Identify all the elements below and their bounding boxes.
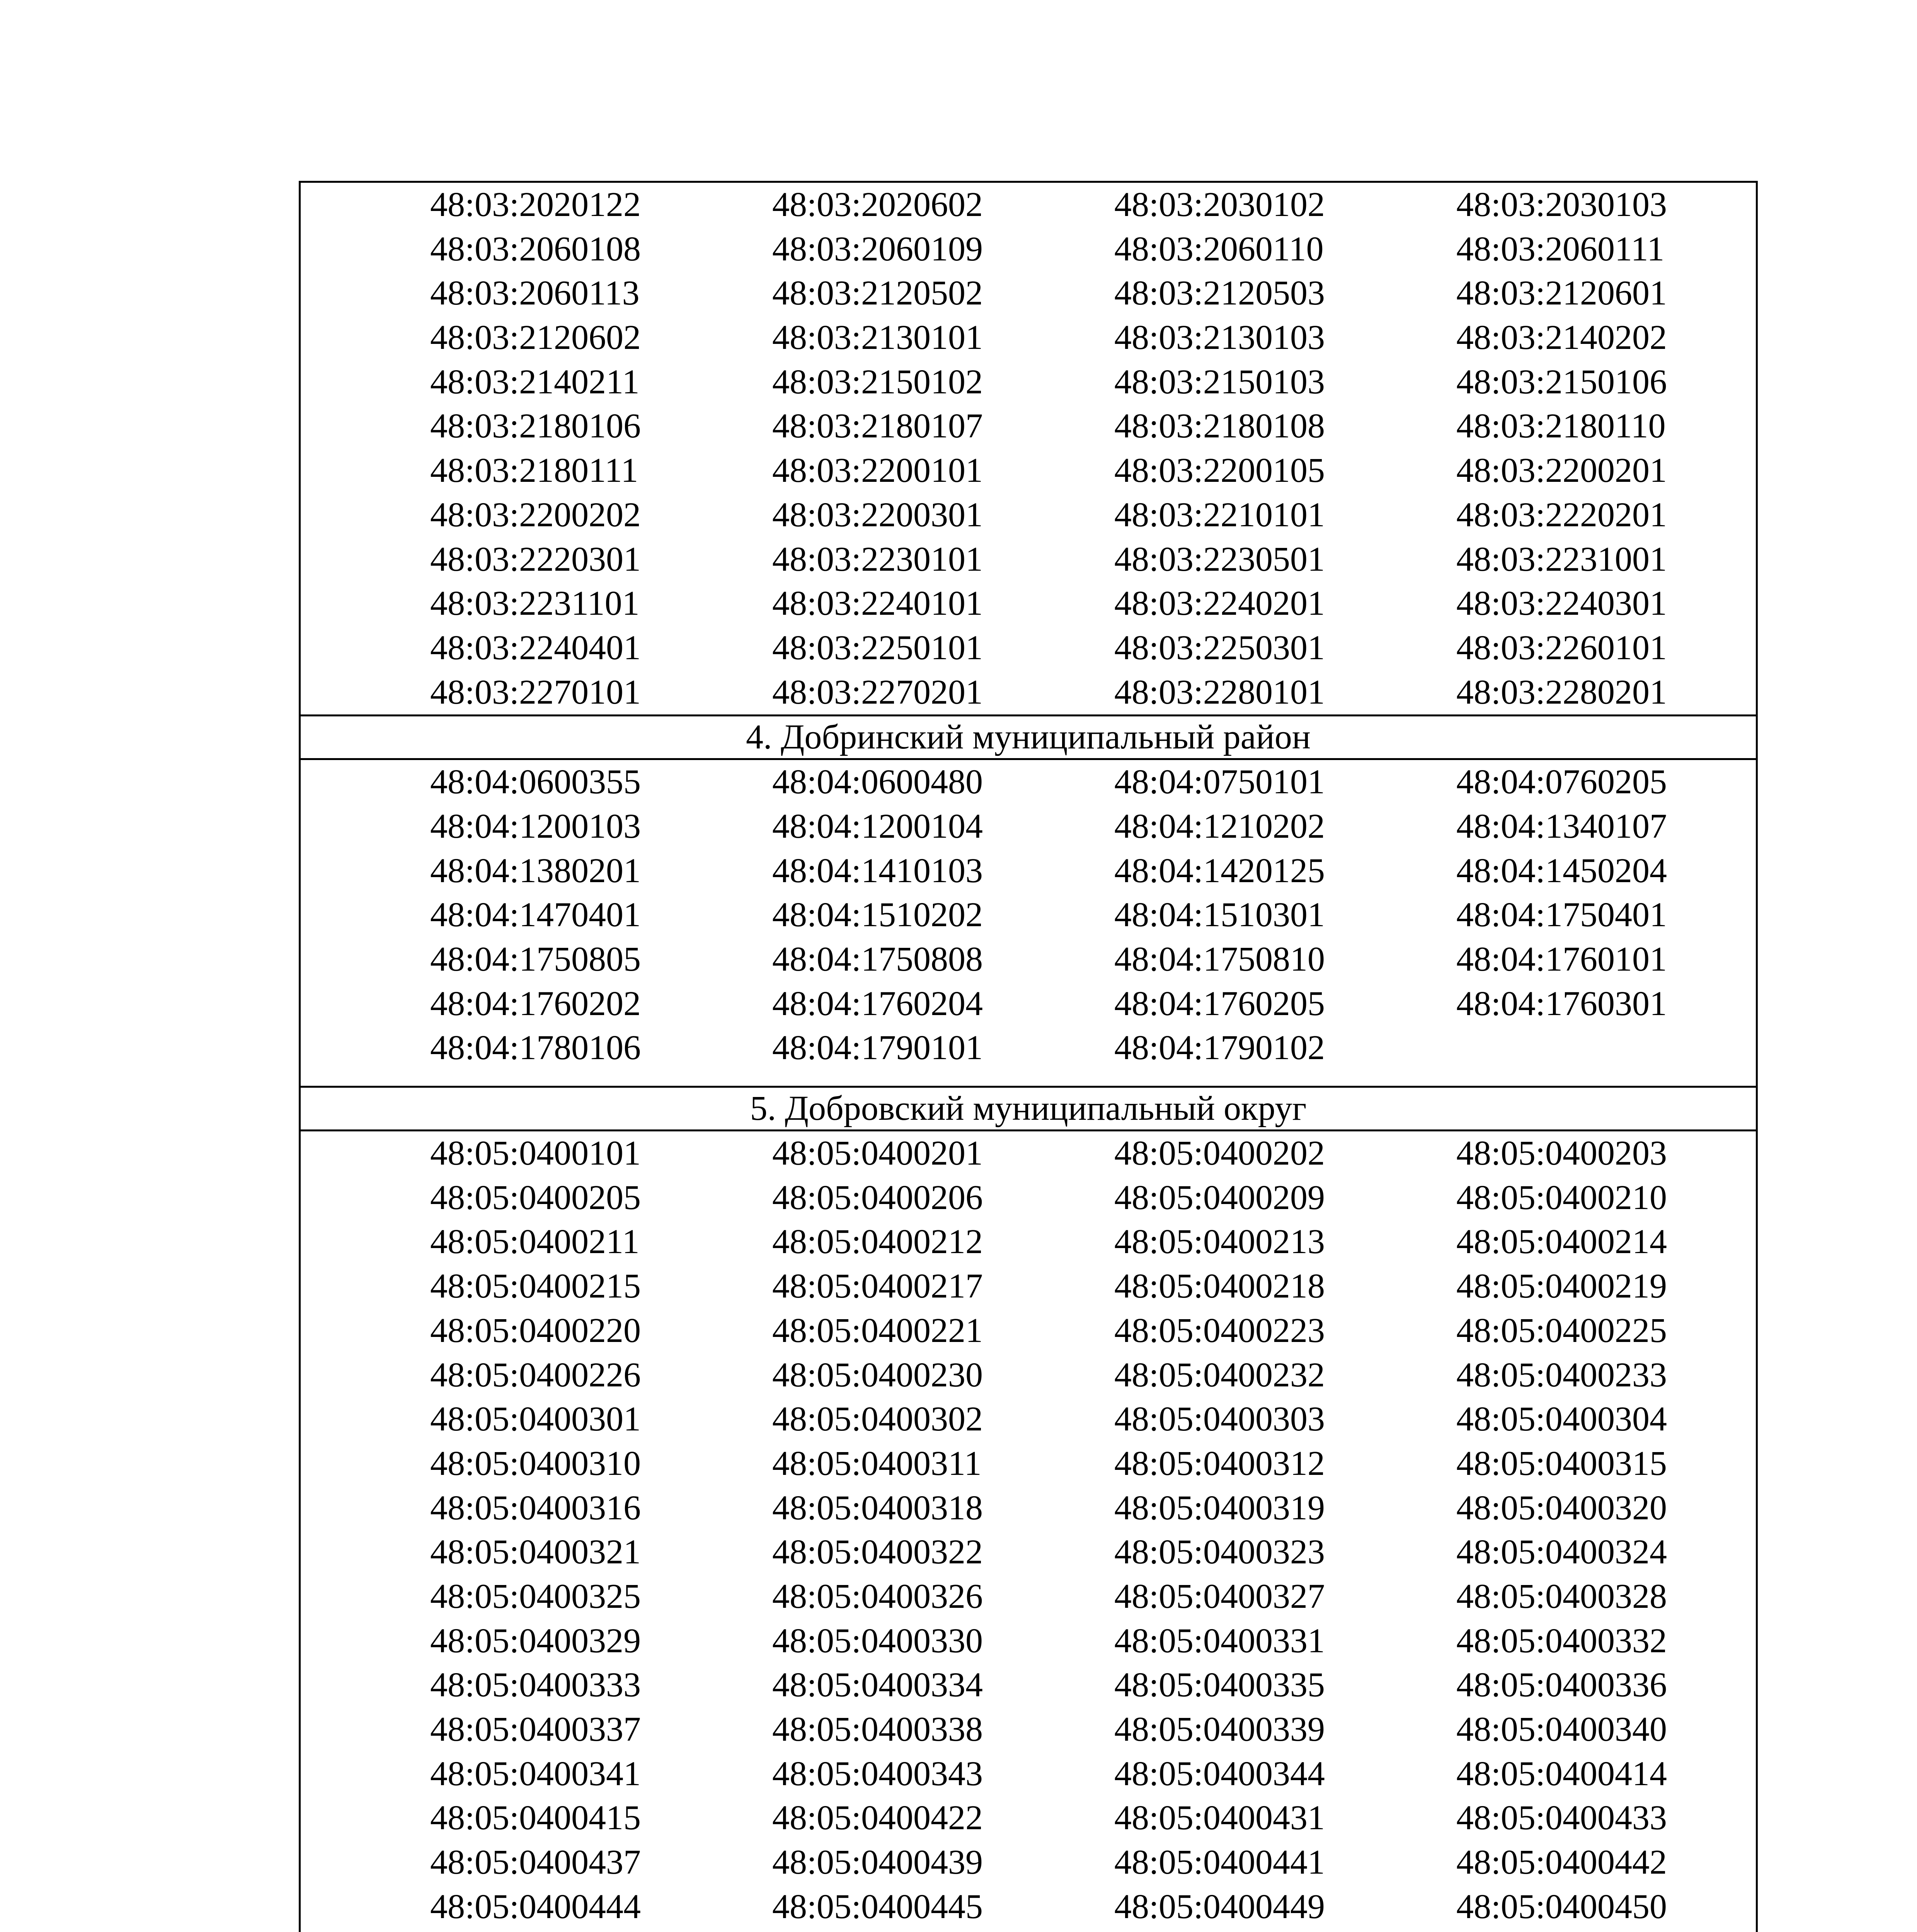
cadastral-code: 48:05:0400312 [1114,1444,1325,1483]
cadastral-code: 48:03:2220201 [1456,495,1667,534]
cadastral-code: 48:04:1750805 [430,940,641,978]
cadastral-code: 48:05:0400213 [1114,1223,1325,1261]
cadastral-code: 48:03:2180110 [1456,407,1666,446]
cadastral-code: 48:03:2240401 [430,628,641,667]
section-5-codes-row [300,1131,1757,1932]
cadastral-code: 48:05:0400338 [772,1710,983,1748]
cadastral-code: 48:05:0400218 [1114,1267,1325,1306]
cadastral-code: 48:03:2030102 [1114,185,1325,224]
cadastral-code: 48:03:2200101 [772,451,983,490]
cadastral-code: 48:05:0400439 [772,1843,983,1882]
cadastral-code: 48:05:0400329 [430,1621,641,1660]
cadastral-code: 48:03:2130103 [1114,318,1325,357]
cadastral-code: 48:03:2280101 [1114,673,1325,711]
cadastral-code: 48:05:0400327 [1114,1577,1325,1616]
cadastral-code: 48:05:0400431 [1114,1799,1325,1837]
cadastral-code: 48:03:2240301 [1456,584,1667,623]
cadastral-code: 48:05:0400320 [1456,1488,1667,1527]
section-5-codes-cell [300,1131,1757,1932]
section-3-codes-row [300,182,1757,716]
cadastral-code: 48:05:0400333 [430,1666,641,1704]
cadastral-code: 48:04:1760205 [1114,984,1325,1023]
cadastral-code: 48:03:2231001 [1456,540,1667,578]
cadastral-code: 48:03:2150103 [1114,362,1325,401]
cadastral-code: 48:04:1200104 [772,807,983,845]
cadastral-code: 48:05:0400324 [1456,1533,1667,1571]
cadastral-code: 48:03:2220301 [430,540,641,578]
cadastral-code: 48:05:0400334 [772,1666,983,1704]
cadastral-code: 48:03:2180108 [1114,407,1325,446]
cadastral-code: 48:04:1450204 [1456,851,1667,890]
cadastral-codes-table [299,181,1758,1932]
cadastral-code: 48:03:2260101 [1456,628,1667,667]
cadastral-code: 48:05:0400450 [1456,1887,1667,1926]
cadastral-code: 48:03:2230101 [772,540,983,578]
cadastral-code: 48:04:1790101 [772,1029,983,1067]
cadastral-code: 48:05:0400414 [1456,1754,1667,1793]
cadastral-code: 48:03:2270101 [430,673,641,711]
cadastral-code: 48:05:0400203 [1456,1134,1667,1173]
cadastral-code: 48:03:2060108 [430,230,641,268]
section-4-codes-row [300,759,1757,1087]
cadastral-code: 48:03:2210101 [1114,495,1325,534]
cadastral-code: 48:04:1760204 [772,984,983,1023]
cadastral-code: 48:05:0400206 [772,1178,983,1217]
cadastral-code: 48:05:0400415 [430,1799,641,1837]
cadastral-code: 48:05:0400344 [1114,1754,1325,1793]
cadastral-code: 48:04:1420125 [1114,851,1325,890]
cadastral-code: 48:03:2250301 [1114,628,1325,667]
cadastral-code: 48:04:1790102 [1114,1029,1325,1067]
cadastral-code: 48:05:0400316 [430,1488,641,1527]
cadastral-code: 48:05:0400101 [430,1134,641,1173]
cadastral-code: 48:05:0400209 [1114,1178,1325,1217]
cadastral-code: 48:05:0400339 [1114,1710,1325,1748]
section-4-code-grid [301,760,1756,1086]
section-5-header-row [300,1087,1757,1131]
cadastral-code: 48:05:0400214 [1456,1223,1667,1261]
cadastral-code: 48:05:0400223 [1114,1311,1325,1350]
cadastral-code: 48:03:2200105 [1114,451,1325,490]
cadastral-code: 48:03:2060111 [1456,230,1665,268]
cadastral-code: 48:05:0400449 [1114,1887,1325,1926]
cadastral-code: 48:03:2030103 [1456,185,1667,224]
cadastral-code [1456,1929,1798,1932]
cadastral-code: 48:05:0400215 [430,1267,641,1306]
cadastral-code: 48:04:0750101 [1114,763,1325,801]
cadastral-code: 48:05:0400328 [1456,1577,1667,1616]
cadastral-code: 48:05:0400221 [772,1311,983,1350]
cadastral-code: 48:05:0400303 [1114,1400,1325,1439]
cadastral-code: 48:05:0400220 [430,1311,641,1350]
cadastral-code: 48:05:0400330 [772,1621,983,1660]
cadastral-code: 48:03:2120601 [1456,274,1667,313]
cadastral-code: 48:05:0400211 [430,1223,640,1261]
cadastral-code: 48:04:1510301 [1114,896,1325,934]
cadastral-code: 48:05:0400444 [430,1887,641,1926]
cadastral-code: 48:03:2020122 [430,185,641,224]
cadastral-code: 48:05:0400322 [772,1533,983,1571]
cadastral-code: 48:03:2060109 [772,230,983,268]
cadastral-code: 48:04:1380201 [430,851,641,890]
cadastral-code: 48:03:2060113 [430,274,640,313]
cadastral-code: 48:03:2231101 [430,584,640,623]
cadastral-code: 48:05:0400304 [1456,1400,1667,1439]
cadastral-code: 48:03:2200202 [430,495,641,534]
cadastral-code: 48:03:2140211 [430,362,640,401]
cadastral-code: 48:05:0400336 [1456,1666,1667,1704]
cadastral-code: 48:04:1410103 [772,851,983,890]
cadastral-code [772,1929,1114,1932]
cadastral-code: 48:04:1340107 [1456,807,1667,845]
cadastral-code: 48:04:1760301 [1456,984,1667,1023]
section-4-codes-cell [300,759,1757,1087]
section-5-code-grid [301,1131,1756,1932]
cadastral-code: 48:05:0400340 [1456,1710,1667,1748]
cadastral-code: 48:05:0400422 [772,1799,983,1837]
cadastral-code: 48:04:1210202 [1114,807,1325,845]
cadastral-code: 48:05:0400331 [1114,1621,1325,1660]
cadastral-code: 48:03:2280201 [1456,673,1667,711]
cadastral-code: 48:05:0400210 [1456,1178,1667,1217]
cadastral-code: 48:03:2250101 [772,628,983,667]
cadastral-code: 48:05:0400433 [1456,1799,1667,1837]
cadastral-code: 48:03:2180107 [772,407,983,446]
cadastral-code: 48:05:0400325 [430,1577,641,1616]
cadastral-code: 48:05:0400445 [772,1887,983,1926]
cadastral-code: 48:03:2140202 [1456,318,1667,357]
cadastral-code: 48:05:0400217 [772,1267,983,1306]
cadastral-code: 48:03:2230501 [1114,540,1325,578]
section-4-header-row [300,716,1757,759]
cadastral-code: 48:04:1760101 [1456,940,1667,978]
cadastral-code: 48:05:0400205 [430,1178,641,1217]
cadastral-code: 48:03:2200201 [1456,451,1667,490]
section-3-code-grid [301,183,1756,714]
cadastral-code: 48:05:0400232 [1114,1355,1325,1394]
cadastral-code: 48:04:1760202 [430,984,641,1023]
cadastral-code: 48:05:0400323 [1114,1533,1325,1571]
cadastral-code: 48:05:0400230 [772,1355,983,1394]
cadastral-code: 48:05:0400225 [1456,1311,1667,1350]
cadastral-code: 48:03:2150102 [772,362,983,401]
cadastral-code: 48:03:2060110 [1114,230,1324,268]
cadastral-code: 48:05:0400310 [430,1444,641,1483]
cadastral-code: 48:05:0400212 [772,1223,983,1261]
cadastral-code: 48:03:2180111 [430,451,638,490]
cadastral-code: 48:05:0400321 [430,1533,641,1571]
cadastral-code: 48:04:1750810 [1114,940,1325,978]
cadastral-code: 48:04:1750808 [772,940,983,978]
section-4-title: 4. Добринский муниципальный район [300,716,1757,759]
cadastral-code: 48:05:0400219 [1456,1267,1667,1306]
cadastral-code: 48:03:2180106 [430,407,641,446]
cadastral-code: 48:04:1470401 [430,896,641,934]
cadastral-code: 48:03:2150106 [1456,362,1667,401]
cadastral-code: 48:05:0400318 [772,1488,983,1527]
cadastral-code [1114,1929,1456,1932]
cadastral-code: 48:03:2240201 [1114,584,1325,623]
cadastral-code: 48:05:0400335 [1114,1666,1325,1704]
section-3-codes-cell [300,182,1757,716]
cadastral-code: 48:05:0400343 [772,1754,983,1793]
cadastral-code: 48:03:2240101 [772,584,983,623]
cadastral-code [430,1929,772,1932]
cadastral-code: 48:03:2120503 [1114,274,1325,313]
cadastral-code: 48:03:2120602 [430,318,641,357]
cadastral-code: 48:03:2120502 [772,274,983,313]
cadastral-code: 48:05:0400302 [772,1400,983,1439]
cadastral-code: 48:04:1750401 [1456,896,1667,934]
cadastral-code: 48:05:0400201 [772,1134,983,1173]
cadastral-code: 48:05:0400341 [430,1754,641,1793]
cadastral-code: 48:03:2020602 [772,185,983,224]
cadastral-code: 48:05:0400233 [1456,1355,1667,1394]
cadastral-code: 48:05:0400437 [430,1843,641,1882]
cadastral-code: 48:04:0600355 [430,763,641,801]
cadastral-code: 48:05:0400301 [430,1400,641,1439]
cadastral-code: 48:03:2270201 [772,673,983,711]
cadastral-code: 48:05:0400326 [772,1577,983,1616]
cadastral-code: 48:04:1780106 [430,1029,641,1067]
cadastral-code: 48:05:0400311 [772,1444,982,1483]
cadastral-code: 48:05:0400226 [430,1355,641,1394]
cadastral-code: 48:04:1510202 [772,896,983,934]
cadastral-code: 48:03:2200301 [772,495,983,534]
cadastral-code: 48:05:0400332 [1456,1621,1667,1660]
cadastral-code: 48:05:0400319 [1114,1488,1325,1527]
cadastral-code: 48:05:0400202 [1114,1134,1325,1173]
cadastral-code: 48:05:0400442 [1456,1843,1667,1882]
cadastral-code: 48:04:0600480 [772,763,983,801]
cadastral-code: 48:05:0400441 [1114,1843,1325,1882]
cadastral-code: 48:04:1200103 [430,807,641,845]
cadastral-code: 48:04:0760205 [1456,763,1667,801]
section-5-title: 5. Добровский муниципальный округ [300,1087,1757,1131]
cadastral-code: 48:05:0400315 [1456,1444,1667,1483]
cadastral-code: 48:03:2130101 [772,318,983,357]
cadastral-code: 48:05:0400337 [430,1710,641,1748]
